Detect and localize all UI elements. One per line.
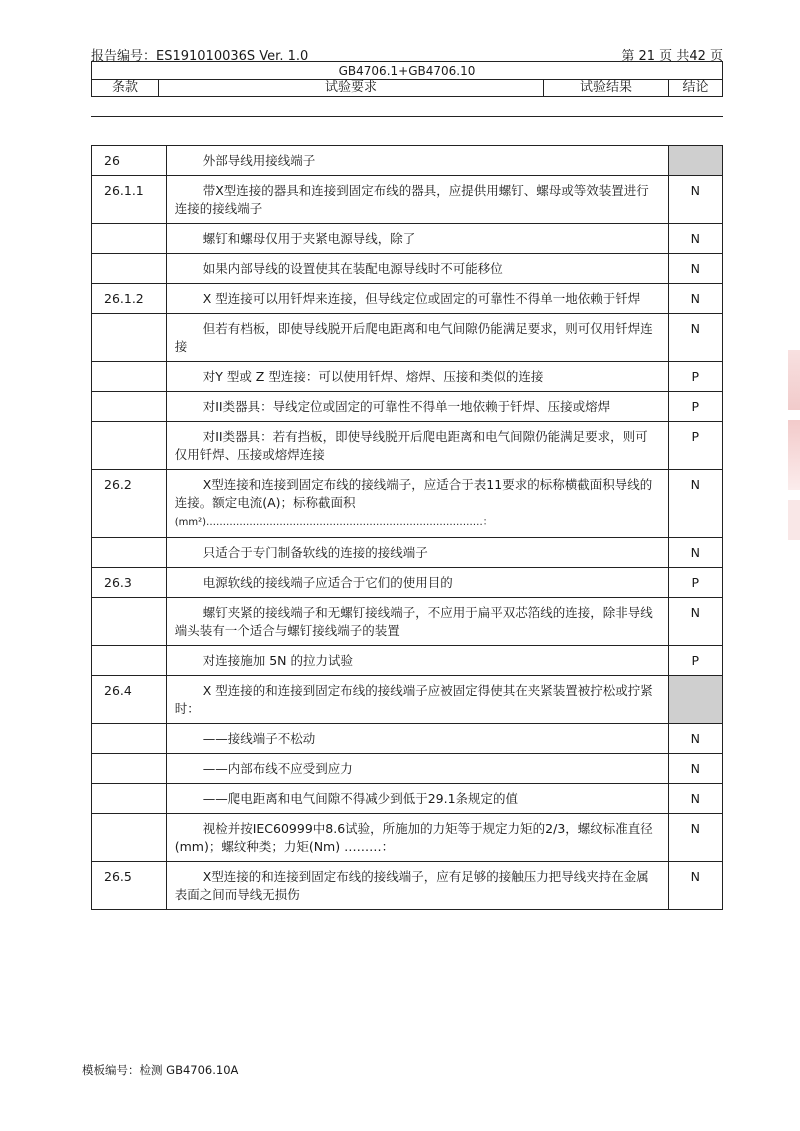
verdict-cell: N	[668, 314, 722, 362]
clause-cell: 26.3	[92, 568, 167, 598]
template-number: 模板编号：检测 GB4706.10A	[82, 1063, 239, 1077]
clause-cell	[92, 254, 167, 284]
requirement-cell	[166, 146, 668, 176]
requirement-cell	[166, 254, 668, 284]
col-requirement-header: 试验要求	[159, 80, 544, 97]
table-row	[92, 646, 723, 676]
requirement-text: X型连接和连接到固定布线的接线端子，应适合于表11要求的标称横截面积导线的连接。额定电流(A)；标称截面积	[174, 477, 653, 510]
requirement-text: 对II类器具：若有挡板，即使导线脱开后爬电距离和电气间隙仍能满足要求，则可仅用钎焊、压接或熔焊连接	[174, 429, 648, 462]
table-row	[92, 284, 723, 314]
verdict-cell: N	[668, 176, 722, 224]
stamp-mark	[788, 420, 800, 490]
requirement-cell	[166, 422, 668, 470]
stamp-mark	[788, 350, 800, 410]
clause-cell: 26.4	[92, 676, 167, 724]
verdict-cell: N	[668, 470, 722, 538]
requirement-cell	[166, 362, 668, 392]
requirement-cell	[166, 724, 668, 754]
table-row	[92, 224, 723, 254]
requirement-cell	[166, 676, 668, 724]
verdict-cell: N	[668, 754, 722, 784]
table-row	[92, 392, 723, 422]
requirement-text: X 型连接可以用钎焊来连接，但导线定位或固定的可靠性不得单一地依赖于钎焊	[202, 291, 641, 306]
stamp-mark	[788, 500, 800, 540]
requirement-cell	[166, 314, 668, 362]
standard-title: GB4706.1+GB4706.10	[92, 62, 723, 80]
clause-cell	[92, 784, 167, 814]
requirement-text: 如果内部导线的设置使其在装配电源导线时不可能移位	[202, 261, 503, 276]
verdict-cell: P	[668, 422, 722, 470]
verdict-cell: N	[668, 538, 722, 568]
requirement-text: 对Y 型或 Z 型连接：可以使用钎焊、熔焊、压接和类似的连接	[202, 369, 544, 384]
requirement-text: 外部导线用接线端子	[202, 153, 316, 168]
clause-cell	[92, 362, 167, 392]
table-row	[92, 676, 723, 724]
requirement-text: X 型连接的和连接到固定布线的接线端子应被固定得使其在夹紧装置被拧松或拧紧时：	[174, 683, 653, 716]
clause-cell	[92, 646, 167, 676]
clause-cell: 26.1.2	[92, 284, 167, 314]
requirement-cell	[166, 176, 668, 224]
verdict-cell: N	[668, 862, 722, 910]
requirement-text: 螺钉夹紧的接线端子和无螺钉接线端子，不应用于扁平双芯箔线的连接，除非导线端头装有一个适合与螺钉接线端子的装置	[174, 605, 653, 638]
clause-cell	[92, 754, 167, 784]
requirement-cell	[166, 814, 668, 862]
requirement-cell	[166, 284, 668, 314]
col-result-header: 试验结果	[544, 80, 669, 97]
requirements-table	[91, 145, 723, 910]
table-row	[92, 176, 723, 224]
col-clause-header: 条款	[92, 80, 159, 97]
clause-cell	[92, 314, 167, 362]
table-row	[92, 146, 723, 176]
verdict-cell	[668, 676, 722, 724]
verdict-cell: N	[668, 724, 722, 754]
requirement-extra: (mm²)…………………………………………………………………‥……：	[174, 517, 493, 528]
table-row	[92, 538, 723, 568]
verdict-cell: P	[668, 362, 722, 392]
header-divider	[91, 116, 723, 117]
verdict-cell: N	[668, 814, 722, 862]
requirement-cell	[166, 470, 668, 538]
table-row	[92, 598, 723, 646]
clause-cell: 26.5	[92, 862, 167, 910]
verdict-cell: P	[668, 568, 722, 598]
clause-cell: 26.1.1	[92, 176, 167, 224]
requirement-text: 视检并按IEC60999中8.6试验，所施加的力矩等于规定力矩的2/3，螺纹标准直径(mm)；螺纹种类；力矩(Nm) ………：	[174, 821, 653, 854]
requirement-text: 对连接施加 5N 的拉力试验	[202, 653, 353, 668]
requirement-text: X型连接的和连接到固定布线的接线端子，应有足够的接触压力把导线夹持在金属表面之间而导线无损伤	[174, 869, 649, 902]
requirement-text: 对II类器具：导线定位或固定的可靠性不得单一地依赖于钎焊、压接或熔焊	[202, 399, 611, 414]
verdict-cell: N	[668, 784, 722, 814]
table-row	[92, 470, 723, 538]
table-row	[92, 814, 723, 862]
clause-cell	[92, 598, 167, 646]
requirement-text: 带X型连接的器具和连接到固定布线的器具，应提供用螺钉、螺母或等效装置进行连接的接线端子	[174, 183, 649, 216]
requirement-text: ——接线端子不松动	[202, 731, 316, 746]
header-table	[91, 61, 723, 97]
table-row	[92, 568, 723, 598]
requirement-text: 电源软线的接线端子应适合于它们的使用目的	[202, 575, 453, 590]
requirement-text: 但若有档板，即使导线脱开后爬电距离和电气间隙仍能满足要求，则可仅用钎焊连接	[174, 321, 653, 354]
clause-cell	[92, 814, 167, 862]
requirement-cell	[166, 646, 668, 676]
verdict-cell: P	[668, 392, 722, 422]
col-verdict-header: 结论	[669, 80, 723, 97]
table-row	[92, 754, 723, 784]
clause-cell	[92, 422, 167, 470]
table-row	[92, 724, 723, 754]
clause-cell: 26	[92, 146, 167, 176]
verdict-cell: N	[668, 224, 722, 254]
verdict-cell: P	[668, 646, 722, 676]
requirement-cell	[166, 598, 668, 646]
table-row	[92, 862, 723, 910]
clause-cell	[92, 392, 167, 422]
table-row	[92, 784, 723, 814]
requirement-text: ——内部布线不应受到应力	[202, 761, 353, 776]
requirement-cell	[166, 862, 668, 910]
requirement-cell	[166, 568, 668, 598]
verdict-cell: N	[668, 598, 722, 646]
requirement-text: ——爬电距离和电气间隙不得减少到低于29.1条规定的值	[202, 791, 519, 806]
clause-cell	[92, 224, 167, 254]
verdict-cell: N	[668, 254, 722, 284]
requirement-text: 只适合于专门制备软线的连接的接线端子	[202, 545, 428, 560]
requirement-cell	[166, 784, 668, 814]
table-row	[92, 254, 723, 284]
table-row	[92, 362, 723, 392]
verdict-cell	[668, 146, 722, 176]
requirement-cell	[166, 224, 668, 254]
requirement-text: 螺钉和螺母仅用于夹紧电源导线，除了	[202, 231, 416, 246]
clause-cell	[92, 724, 167, 754]
clause-cell: 26.2	[92, 470, 167, 538]
report-number: 报告编号：ES191010036S Ver. 1.0	[91, 49, 309, 64]
requirement-cell	[166, 538, 668, 568]
clause-cell	[92, 538, 167, 568]
verdict-cell: N	[668, 284, 722, 314]
table-row	[92, 422, 723, 470]
table-row	[92, 314, 723, 362]
page-info: 第 21 页 共42 页	[621, 49, 723, 64]
requirement-cell	[166, 754, 668, 784]
requirement-cell	[166, 392, 668, 422]
